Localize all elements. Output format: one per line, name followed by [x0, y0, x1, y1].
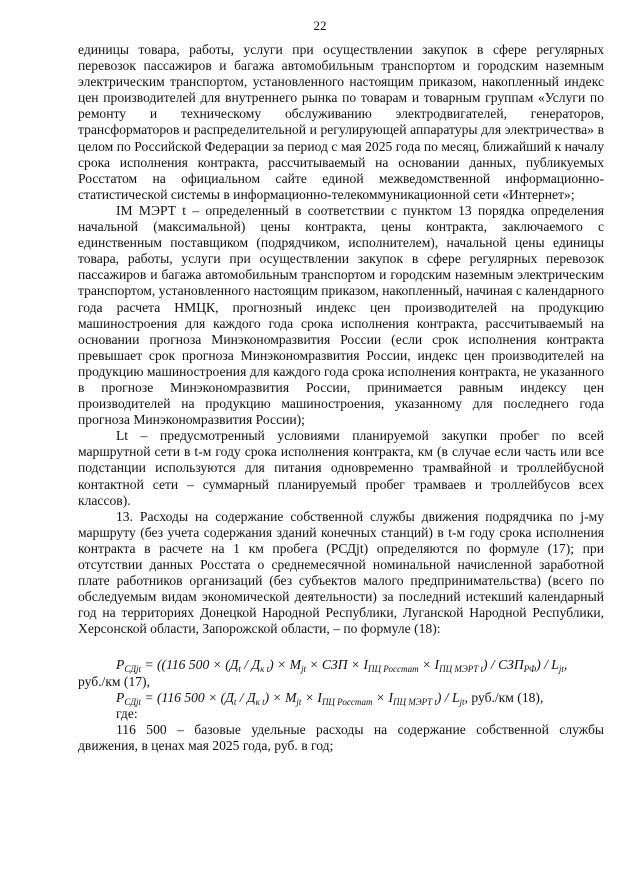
formula-text: × I	[372, 689, 393, 705]
paragraph: Lt – предусмотренный условиями планируемой закупки пробег по всей маршрутной сети в t-м году срока исполнения контракта, км (в случае если часть или все подстанции используются для питания одновременно трамвайной и троллейбусной контактной сети – суммарный планируемый пробег трамваев и троллейбусов всех классов).	[78, 428, 604, 508]
formula-subscript: t	[233, 696, 237, 707]
formula-text: / Д	[240, 657, 261, 673]
paragraph: 13. Расходы на содержание собственной службы движения подрядчика по j-му маршруту (без учета содержания зданий конечных станций) в t-м году срока исполнения контракта в расчете на 1 км пробега (PСДjt) определяются по формуле (17); при отсутствии данных Росстата о среднемесячной номинальной начисленной заработной плате работников организаций (без субъектов малого предпринимательства) (всего по обследуемым видам экономической деятельности) за последний истекший календарный год на территориях Донецкой Народной Республики, Луганской Народной Республики, Херсонской области, Запорожской области, – по формуле (18):	[78, 508, 604, 637]
formula-subscript: СДjt	[124, 664, 142, 675]
formula-18	[78, 690, 604, 706]
formula-text: × I	[418, 657, 440, 673]
formula-subscript: jt	[300, 664, 306, 675]
formula-text: ) / L	[436, 689, 460, 705]
paragraph: IM МЭРТ t – определенный в соответствии с пунктом 13 порядка определения начальной (максимальной) цены контракта, цены контракта, заключаемого с единственным поставщиком (подрядчиком, исполнителем), начальной цены единицы товара, работы, услуги при осуществлении закупок в сфере регулярных перевозок пассажиров и багажа автомобильным транспортом и городским наземным электрическим транспортом, установленного настоящим приказом, накопленный, начиная с календарного года расчета НМЦК, прогнозный индекс цен производителей на продукцию машиностроения для каждого года срока исполнения контракта, рассчитываемый на основании прогноза Минэкономразвития России (если срок исполнения контракта превышает срок прогноза Минэкономразвития России, индекс цен производителей на продукцию машиностроения для каждого года срока исполнения контракта, не указанного в прогнозе Минэкономразвития России, принимается равным индексу цен производителей на продукцию машиностроения, указанному для последнего года прогноза Минэкономразвития России);	[78, 202, 604, 428]
formula-text: = (116 500 × (Д	[141, 689, 234, 705]
formula-text: ) × M	[264, 689, 297, 705]
formula-text: P	[116, 689, 125, 705]
formula-18-unit: руб./км (18),	[471, 689, 544, 705]
formula-subscript: ПЦ Росстат	[368, 664, 419, 675]
document-body	[78, 42, 604, 754]
formula-17	[78, 657, 604, 673]
formula-subscript: t	[238, 664, 241, 675]
formula-subscript: jt	[459, 696, 465, 707]
formula-subscript: ПЦ МЭРТ t	[439, 664, 483, 675]
formula-subscript: ПЦ МЭРТ t	[392, 696, 437, 707]
formula-17-unit: руб./км (17),	[78, 673, 150, 689]
where-label: где:	[116, 705, 138, 721]
formula-subscript: jt	[558, 664, 564, 675]
formula-subscript: СДjt	[124, 696, 142, 707]
paragraph: единицы товара, работы, услуги при осуществлении закупок в сфере регулярных перевозок пассажиров и багажа автомобильным транспортом и городским наземным электрическим транспортом, установленного настоящим приказом, накопленный индекс цен производителей для внутреннего рынка по товарам и товарным группам «Услуги по ремонту и техническому обслуживанию электродвигателей, генераторов, трансформаторов и распределительной и регулирующей аппаратуры для электричества» в целом по Российской Федерации за период с мая 2025 года по месяц, ближайший к началу срока исполнения контракта, рассчитываемый на основании данных, публикуемых Росстатом на официальном сайте единой межведомственной информационно-статистической системы в информационно-телекоммуникационной сети «Интернет»;	[78, 42, 604, 202]
formula-subscript: к t	[255, 696, 265, 707]
formula-text: = ((116 500 × (Д	[141, 657, 239, 673]
formula-subscript: к t	[260, 664, 270, 675]
formula-subscript: jt	[296, 696, 302, 707]
formula-text: ) / СЗП	[482, 657, 524, 673]
page-number: 22	[313, 18, 327, 33]
formula-subscript: РФ	[523, 664, 537, 675]
formula-text: ) × M	[269, 657, 301, 673]
formula-text: / Д	[236, 689, 256, 705]
formula-text: ,	[464, 689, 472, 705]
formula-subscript: ПЦ Росстат	[321, 696, 373, 707]
formula-text: P	[116, 657, 125, 673]
formula-text: × СЗП × I	[305, 657, 369, 673]
paragraph: 116 500 – базовые удельные расходы на содержание собственной службы движения, в ценах мая 2025 года, руб. в год;	[78, 721, 604, 753]
formula-text: ) / L	[536, 657, 559, 673]
formula-text: × I	[301, 689, 322, 705]
formula-text: ,	[563, 657, 568, 673]
